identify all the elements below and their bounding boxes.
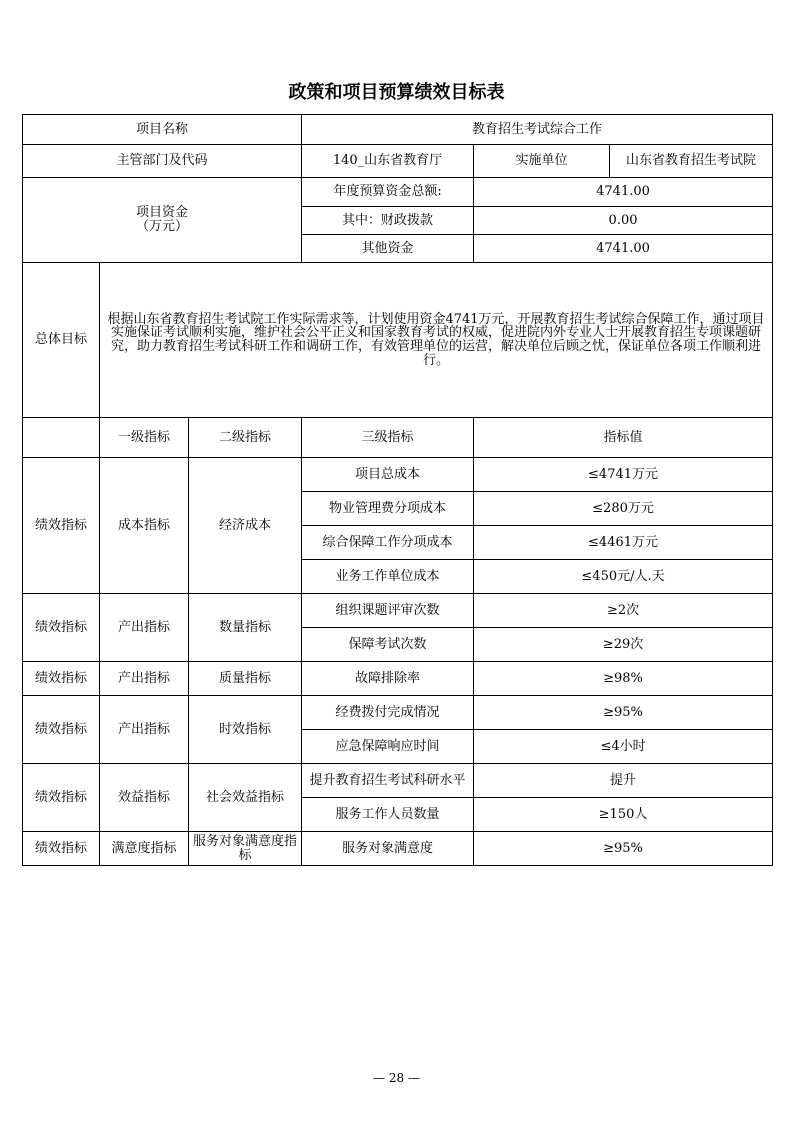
indicator-level1: 产出指标 xyxy=(100,696,189,764)
indicator-level1: 效益指标 xyxy=(100,764,189,832)
department-row xyxy=(23,145,773,178)
indicator-row xyxy=(23,594,773,628)
overall-goal-row xyxy=(23,263,773,418)
indicator-row xyxy=(23,662,773,696)
indicator-level1: 产出指标 xyxy=(100,662,189,696)
overall-goal-label: 总体目标 xyxy=(23,263,100,418)
indicator-value: ≤4461万元 xyxy=(474,526,773,560)
indicator-value: ≥95% xyxy=(474,696,773,730)
indicator-category: 绩效指标 xyxy=(23,696,100,764)
indicator-level3: 经费拨付完成情况 xyxy=(302,696,474,730)
header-value: 指标值 xyxy=(474,418,773,458)
header-level2: 二级指标 xyxy=(189,418,302,458)
project-name-value: 教育招生考试综合工作 xyxy=(302,115,773,145)
indicator-value: ≤4741万元 xyxy=(474,458,773,492)
header-level3: 三级指标 xyxy=(302,418,474,458)
indicator-level3: 服务对象满意度 xyxy=(302,832,474,866)
indicator-category: 绩效指标 xyxy=(23,662,100,696)
implementing-unit-label: 实施单位 xyxy=(474,145,610,178)
indicator-level3: 综合保障工作分项成本 xyxy=(302,526,474,560)
department-label: 主管部门及代码 xyxy=(23,145,302,178)
indicator-row xyxy=(23,832,773,866)
indicator-row xyxy=(23,696,773,730)
indicator-level3: 项目总成本 xyxy=(302,458,474,492)
indicator-level2: 时效指标 xyxy=(189,696,302,764)
project-name-label: 项目名称 xyxy=(23,115,302,145)
project-fund-label xyxy=(23,178,302,263)
indicator-row xyxy=(23,458,773,492)
page-number: — 28 — xyxy=(373,1071,420,1085)
fund-label-text: 项目资金 xyxy=(136,205,189,221)
performance-target-table xyxy=(22,114,773,866)
fund-item-label: 其他资金 xyxy=(302,235,474,263)
indicator-value: ≥98% xyxy=(474,662,773,696)
indicator-category: 绩效指标 xyxy=(23,458,100,594)
header-level1: 一级指标 xyxy=(100,418,189,458)
fund-unit-text: （万元） xyxy=(136,219,189,234)
indicator-level1: 成本指标 xyxy=(100,458,189,594)
indicator-level2: 社会效益指标 xyxy=(189,764,302,832)
indicator-level2: 质量指标 xyxy=(189,662,302,696)
implementing-unit-value: 山东省教育招生考试院 xyxy=(610,145,773,178)
indicator-level1: 产出指标 xyxy=(100,594,189,662)
indicator-row xyxy=(23,764,773,798)
page-title: 政策和项目预算绩效目标表 xyxy=(288,82,505,103)
indicator-level2: 经济成本 xyxy=(189,458,302,594)
project-name-row xyxy=(23,115,773,145)
header-blank xyxy=(23,418,100,458)
indicator-value: ≥29次 xyxy=(474,628,773,662)
indicator-value: ≥150人 xyxy=(474,798,773,832)
indicator-category: 绩效指标 xyxy=(23,764,100,832)
indicator-value: ≥2次 xyxy=(474,594,773,628)
indicator-level3: 物业管理费分项成本 xyxy=(302,492,474,526)
indicator-level3: 组织课题评审次数 xyxy=(302,594,474,628)
indicator-level2: 数量指标 xyxy=(189,594,302,662)
fund-item-value: 4741.00 xyxy=(474,235,773,263)
indicator-value: ≥95% xyxy=(474,832,773,866)
fund-row xyxy=(23,178,773,207)
indicator-level3: 故障排除率 xyxy=(302,662,474,696)
indicator-level3: 保障考试次数 xyxy=(302,628,474,662)
indicator-level3: 服务工作人员数量 xyxy=(302,798,474,832)
department-value: 140_山东省教育厅 xyxy=(302,145,474,178)
indicator-level2: 服务对象满意度指标 xyxy=(189,832,302,866)
indicator-header-row xyxy=(23,418,773,458)
fund-item-label: 其中：财政拨款 xyxy=(302,207,474,235)
fund-item-value: 0.00 xyxy=(474,207,773,235)
indicator-level3: 业务工作单位成本 xyxy=(302,560,474,594)
fund-item-value: 4741.00 xyxy=(474,178,773,207)
indicator-value: ≤450元/人.天 xyxy=(474,560,773,594)
indicator-level3: 应急保障响应时间 xyxy=(302,730,474,764)
indicator-value: ≤280万元 xyxy=(474,492,773,526)
indicator-category: 绩效指标 xyxy=(23,832,100,866)
indicator-level1: 满意度指标 xyxy=(100,832,189,866)
indicator-level3: 提升教育招生考试科研水平 xyxy=(302,764,474,798)
fund-item-label: 年度预算资金总额: xyxy=(302,178,474,207)
overall-goal-text: 根据山东省教育招生考试院工作实际需求等，计划使用资金4741万元，开展教育招生考试综合保障工作，通过项目实施保证考试顺利实施，维护社会公平正义和国家教育考试的权威，促进院内外专业人士开展教育招生专项课题研究，助力教育招生考试科研工作和调研工作，有效管理单位的运营，解决单位后顾之忧，保证单位各项工作顺利进行。 xyxy=(100,263,773,418)
indicator-value: 提升 xyxy=(474,764,773,798)
indicator-value: ≤4小时 xyxy=(474,730,773,764)
indicator-category: 绩效指标 xyxy=(23,594,100,662)
